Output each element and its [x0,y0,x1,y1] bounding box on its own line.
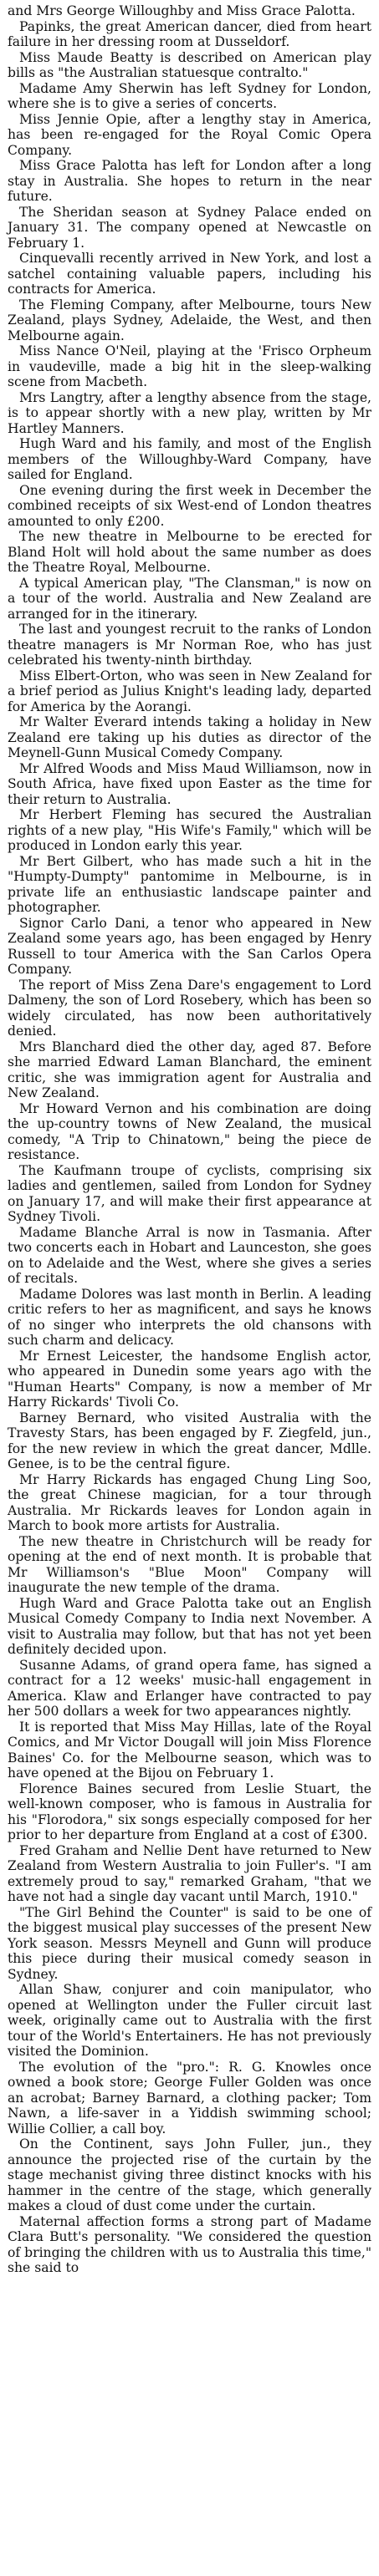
paragraph: Mrs Blanchard died the other day, aged 87. Before she married Edward Laman Blanchard, the eminent critic, she was immigration agent for Australia and New Zealand. [8,1039,371,1100]
paragraph: Allan Shaw, conjurer and coin manipulator, who opened at Wellington under the Fuller circuit last week, originally came out to Australia with the first tour of the World's Entertainers. He has not previously visited the Dominion. [8,1982,371,2059]
paragraph: The report of Miss Zena Dare's engagement to Lord Dalmeny, the son of Lord Rosebery, which has been so widely circulated, has now been authoritatively denied. [8,977,371,1039]
paragraph: The Sheridan season at Sydney Palace ended on January 31. The company opened at Newcastle on February 1. [8,204,371,251]
paragraph: Papinks, the great American dancer, died from heart failure in her dressing room at Dusseldorf. [8,18,371,49]
paragraph: Mr Alfred Woods and Miss Maud Williamson, now in South Africa, have fixed upon Easter as the time for their return to Australia. [8,760,371,807]
paragraph: Madame Dolores was last month in Berlin. A leading critic refers to her as magnificent, and says he knows of no singer who interprets the old chansons with such charm and delicacy. [8,1286,371,1348]
paragraph: Hugh Ward and Grace Palotta take out an English Musical Comedy Company to India next November. A visit to Australia may follow, but that has not yet been definitely decided upon. [8,1595,371,1657]
paragraph: Florence Baines secured from Leslie Stuart, the well-known composer, who is famous in Australia for his "Florodora," six songs especially composed for her prior to her departure from England at a cost of £300. [8,1781,371,1842]
paragraph: The evolution of the "pro.": R. G. Knowles once owned a book store; George Fuller Golden was once an acrobat; Barney Barnard, a clothing packer; Tom Nawn, a life-saver in a Yiddish swimming school; Willie Collier, a call boy. [8,2059,371,2137]
theatrical-notes-column [8,3,371,2276]
paragraph: Mr Howard Vernon and his combination are doing the up-country towns of New Zealand, the musical comedy, "A Trip to Chinatown," being the piece de resistance. [8,1100,371,1162]
paragraph: Miss Jennie Opie, after a lengthy stay in America, has been re-engaged for the Royal Comic Opera Company. [8,111,371,158]
paragraph: Hugh Ward and his family, and most of the English members of the Willoughby-Ward Company, have sailed for England. [8,436,371,482]
paragraph: One evening during the first week in December the combined receipts of six West-end of London theatres amounted to only £200. [8,482,371,529]
paragraph: "The Girl Behind the Counter" is said to be one of the biggest musical play successes of the present New York season. Messrs Meynell and Gunn will produce this piece during their musical comedy season in Sydney. [8,1904,371,1982]
paragraph: Miss Nance O'Neil, playing at the 'Frisco Orpheum in vaudeville, made a big hit in the sleep-walking scene from Macbeth. [8,343,371,389]
paragraph: Miss Grace Palotta has left for London after a long stay in Australia. She hopes to return in the near future. [8,158,371,204]
paragraph: Fred Graham and Nellie Dent have returned to New Zealand from Western Australia to join Fuller's. "I am extremely proud to say," remarked Graham, "that we have not had a single day vacant until March, 1910." [8,1842,371,1904]
paragraph: Madame Amy Sherwin has left Sydney for London, where she is to give a series of concerts. [8,80,371,111]
paragraph: Mr Walter Everard intends taking a holiday in New Zealand ere taking up his duties as director of the Meynell-Gunn Musical Comedy Company. [8,714,371,760]
paragraph: On the Continent, says John Fuller, jun., they announce the projected rise of the curtain by the stage mechanist giving three distinct knocks with his hammer in the centre of the stage, which generally makes a cloud of dust come under the curtain. [8,2137,371,2213]
paragraph: and Mrs George Willoughby and Miss Grace Palotta. [8,3,356,18]
paragraph: Miss Elbert-Orton, who was seen in New Zealand for a brief period as Julius Knight's leading lady, departed for America by the Aorangi. [8,668,371,714]
paragraph: Miss Maude Beatty is described on American play bills as "the Australian statuesque contralto." [8,49,371,80]
paragraph: The Fleming Company, after Melbourne, tours New Zealand, plays Sydney, Adelaide, the West, and then Melbourne again. [8,297,371,343]
paragraph: Susanne Adams, of grand opera fame, has signed a contract for a 12 weeks' music-hall engagement in America. Klaw and Erlanger have contracted to pay her 500 dollars a week for two appearances nightly. [8,1657,371,1719]
paragraph: Mr Herbert Fleming has secured the Australian rights of a new play, "His Wife's Family," which will be produced in London early this year. [8,807,371,853]
paragraph: Mr Bert Gilbert, who has made such a hit in the "Humpty-Dumpty" pantomime in Melbourne, is in private life an enthusiastic landscape painter and photographer. [8,853,371,915]
paragraph: A typical American play, "The Clansman," is now on a tour of the world. Australia and New Zealand are arranged for in the itinerary. [8,575,371,622]
paragraph: The new theatre in Melbourne to be erected for Bland Holt will hold about the same number as does the Theatre Royal, Melbourne. [8,529,371,575]
paragraph: The last and youngest recruit to the ranks of London theatre managers is Mr Norman Roe, who has just celebrated his twenty-ninth birthday. [8,622,371,668]
paragraph: It is reported that Miss May Hillas, late of the Royal Comics, and Mr Victor Dougall will join Miss Florence Baines' Co. for the Melbourne season, which was to have opened at the Bijou on February 1. [8,1719,371,1781]
paragraph: Barney Bernard, who visited Australia with the Travesty Stars, has been engaged by F. Ziegfeld, jun., for the new review in which the great dancer, Mdlle. Genee, is to be the central figure. [8,1410,371,1471]
paragraph: Maternal affection forms a strong part of Madame Clara Butt's personality. "We considered the question of bringing the children with us to Australia this time," she said to [8,2213,371,2275]
paragraph: Mrs Langtry, after a lengthy absence from the stage, is to appear shortly with a new play, written by Mr Hartley Manners. [8,389,371,436]
paragraph: Madame Blanche Arral is now in Tasmania. After two concerts each in Hobart and Launceston, she goes on to Adelaide and the West, where she gives a series of recitals. [8,1224,371,1286]
paragraph: The new theatre in Christchurch will be ready for opening at the end of next month. It is probable that Mr Williamson's "Blue Moon" Company will inaugurate the new temple of the drama. [8,1533,371,1595]
paragraph: The Kaufmann troupe of cyclists, comprising six ladies and gentlemen, sailed from London for Sydney on January 17, and will make their first appearance at Sydney Tivoli. [8,1162,371,1224]
paragraph: Cinquevalli recently arrived in New York, and lost a satchel containing valuable papers, including his contracts for America. [8,251,371,297]
paragraph: Mr Harry Rickards has engaged Chung Ling Soo, the great Chinese magician, for a tour through Australia. Mr Rickards leaves for London again in March to book more artists for Australia. [8,1471,371,1533]
paragraph: Mr Ernest Leicester, the handsome English actor, who appeared in Dunedin some years ago with the "Human Hearts" Company, is now a member of Mr Harry Rickards' Tivoli Co. [8,1348,371,1410]
paragraph: Signor Carlo Dani, a tenor who appeared in New Zealand some years ago, has been engaged by Henry Russell to tour America with the San Carlos Opera Company. [8,915,371,977]
